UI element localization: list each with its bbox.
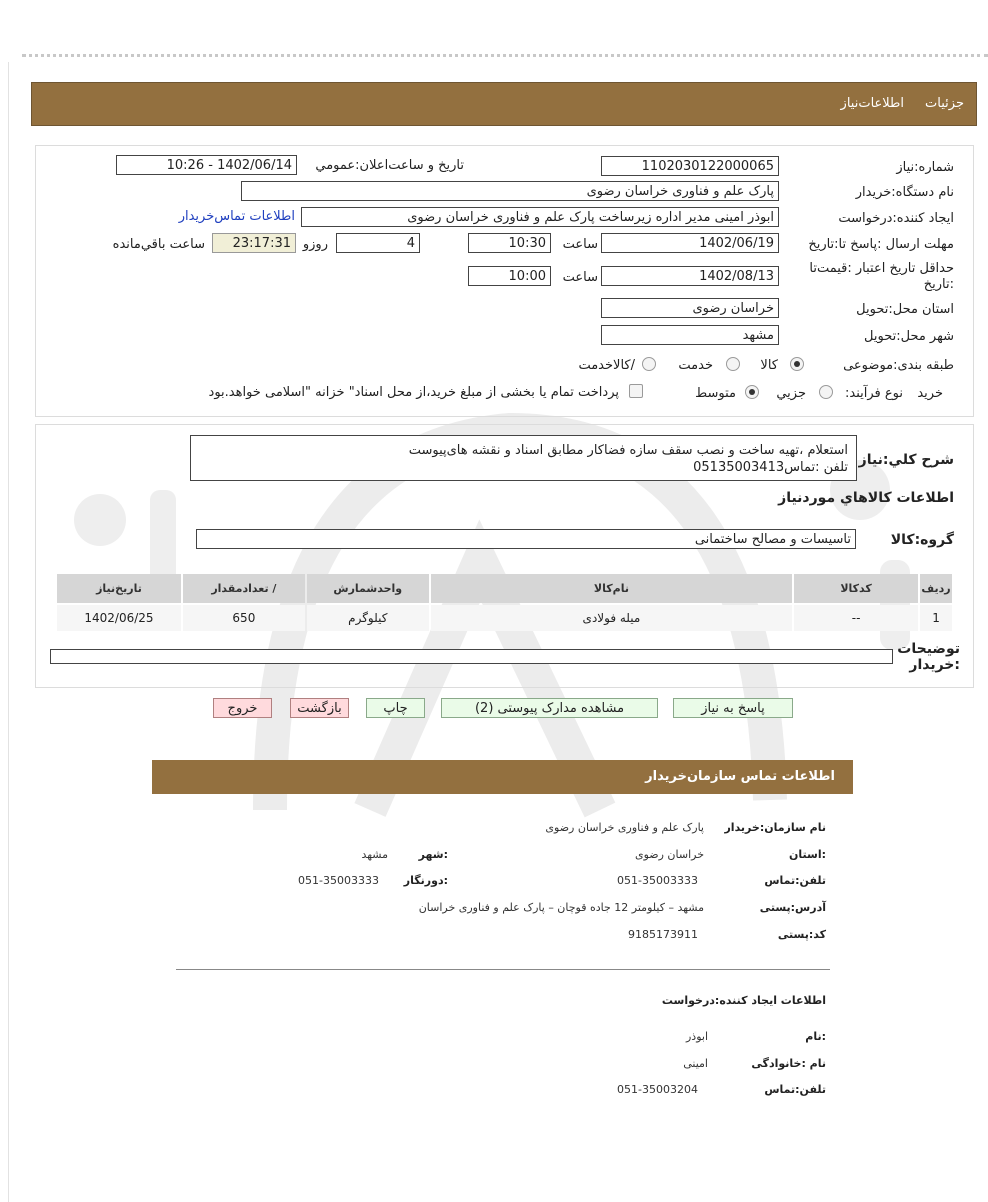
contact-city-value: مشهد [361,848,388,861]
contact-separator [176,969,830,970]
contact-postal-label: کد:پستی [777,928,826,941]
cell-code: -- [794,605,918,631]
col-need-date: تاریخ‌نیاز [57,574,181,603]
col-unit: واحدشمارش [307,574,429,603]
process-radio-small[interactable] [819,385,833,399]
contact-province-value: خراسان رضوی [634,848,704,861]
category-option-goods: کالا [760,358,778,373]
tab-details[interactable]: جزئیات [925,96,964,111]
reply-button[interactable]: پاسخ به نیاز [673,698,793,718]
remaining-label: ساعت باقي‌مانده [112,237,205,252]
days-field: 4 [336,233,420,253]
contact-address-value: مشهد – کیلومتر 12 جاده قوچان – پارک علم و فناوری خراسان [418,901,704,914]
deadline-label: مهلت ارسال :پاسخ تا:تاریخ [808,237,954,252]
cell-unit: کیلوگرم [307,605,429,631]
goods-group-label: گروه:کالا [890,532,954,548]
goods-table [55,572,954,633]
need-number-label: شماره:نیاز [896,160,954,175]
validity-date-field: 1402/08/13 [601,266,779,286]
contact-header [152,760,853,794]
contact-postal-value: 9185173911 [628,928,698,941]
process-option-medium: متوسط [695,386,736,401]
col-name: نام‌کالا [431,574,792,603]
creator-phone-value: 051-35003204 [617,1083,698,1096]
category-option-service: خدمت [678,358,713,373]
summary-line-2: تلفن :تماس05135003413 [693,460,848,475]
cell-name: میله فولادی [431,605,792,631]
page-header [31,82,977,126]
process-label: نوع فرآیند: [845,386,903,401]
treasury-payment-note: پرداخت تمام یا بخشی از مبلغ خرید،از محل اسناد" خزانه "اسلامی خواهد.بود [208,385,619,400]
goods-info-heading: اطلاعات کالاهاي موردنیاز [778,490,954,506]
buyer-org-label: نام دستگاه:خریدار [855,185,954,200]
creator-family-value: امینی [683,1057,708,1070]
creator-label: ایجاد کننده:درخواست [838,211,954,226]
contact-phone-value: 051-35003333 [617,874,698,887]
category-label: طبقه بندی:موضوعی [843,358,954,373]
print-button[interactable]: چاپ [366,698,425,718]
category-radio-service[interactable] [726,357,740,371]
validity-time-field: 10:00 [468,266,551,286]
org-label: نام سازمان:خریدار [724,821,826,834]
announce-field: 1402/06/14 - 10:26 [116,155,297,175]
cell-need-date: 1402/06/25 [57,605,181,631]
cell-row: 1 [920,605,952,631]
back-button[interactable]: بازگشت [290,698,349,718]
category-radio-goods-service[interactable] [642,357,656,371]
contact-phone-label: تلفن:تماس [764,874,826,887]
contact-city-label: :شهر [418,848,448,861]
buyer-contact-link[interactable]: اطلاعات تماس‌خریدار [178,209,295,224]
announce-label: تاریخ و ساعت‌اعلان:عمومي [315,158,464,173]
creator-name-value: ابوذر [685,1030,708,1043]
process-option-small: جزيي [776,386,806,401]
process-radio-medium[interactable] [745,385,759,399]
buyer-org-field: پارک علم و فناوری خراسان رضوی [241,181,779,201]
deadline-time-field: 10:30 [468,233,551,253]
col-quantity: / تعدادمقدار [183,574,305,603]
col-code: کدکالا [794,574,918,603]
summary-line-1: استعلام ،تهیه ساخت و نصب سقف سازه فضاکار مطابق اسناد و نقشه های‌پیوست [408,443,848,458]
buyer-notes-label: توضیحات :خریدار [897,641,960,673]
province-label: استان محل:تحویل [856,302,954,317]
table-row [57,605,952,631]
contact-province-label: :استان [789,848,826,861]
need-number-field: 1102030122000065 [601,156,779,176]
treasury-payment-checkbox[interactable] [629,384,643,398]
creator-family-label: نام :خانوادگی [751,1057,826,1070]
deadline-date-field: 1402/06/19 [601,233,779,253]
col-row: ردیف [920,574,952,603]
creator-name-label: :نام [805,1030,826,1043]
cell-quantity: 650 [183,605,305,631]
top-dotted-divider [22,54,988,57]
validity-label: حداقل تاریخ اعتبار :قیمت‌تا :تاریخ [809,261,954,292]
category-radio-goods[interactable] [790,357,804,371]
validity-time-label: ساعت [562,270,598,285]
page-title: اطلاعات‌نیاز [840,96,904,111]
creator-phone-label: تلفن:تماس [764,1083,826,1096]
goods-group-field: تاسیسات و مصالح ساختمانی [196,529,856,549]
exit-button[interactable]: خروج [213,698,272,718]
city-field: مشهد [601,325,779,345]
city-label: شهر محل:تحویل [864,329,954,344]
contact-title: اطلاعات تماس سازمان‌خریدار [645,769,835,784]
summary-box [190,435,857,481]
creator-field: ابوذر امینی مدیر اداره زیرساخت پارک علم و فناوری خراسان رضوی [301,207,779,227]
category-option-goods-service: /کالاخدمت [578,358,635,373]
org-value: پارک علم و فناوری خراسان رضوی [545,821,704,834]
contact-fax-label: :دورنگار [403,874,448,887]
deadline-time-label: ساعت [562,237,598,252]
summary-label: شرح کلي:نیاز [858,452,954,468]
contact-address-label: آدرس:پستی [759,901,826,914]
left-border-line [8,62,9,1202]
days-label: روزو [302,237,328,252]
province-field: خراسان رضوی [601,298,779,318]
remaining-time-field: 23:17:31 [212,233,296,253]
buyer-notes-field [50,649,893,664]
view-documents-button[interactable]: مشاهده مدارک پیوستی (2) [441,698,658,718]
goods-table-header [57,574,952,603]
contact-fax-value: 051-35003333 [298,874,379,887]
process-buy: خرید [917,386,943,401]
creator-info-title: اطلاعات ایجاد کننده:درخواست [661,994,826,1007]
